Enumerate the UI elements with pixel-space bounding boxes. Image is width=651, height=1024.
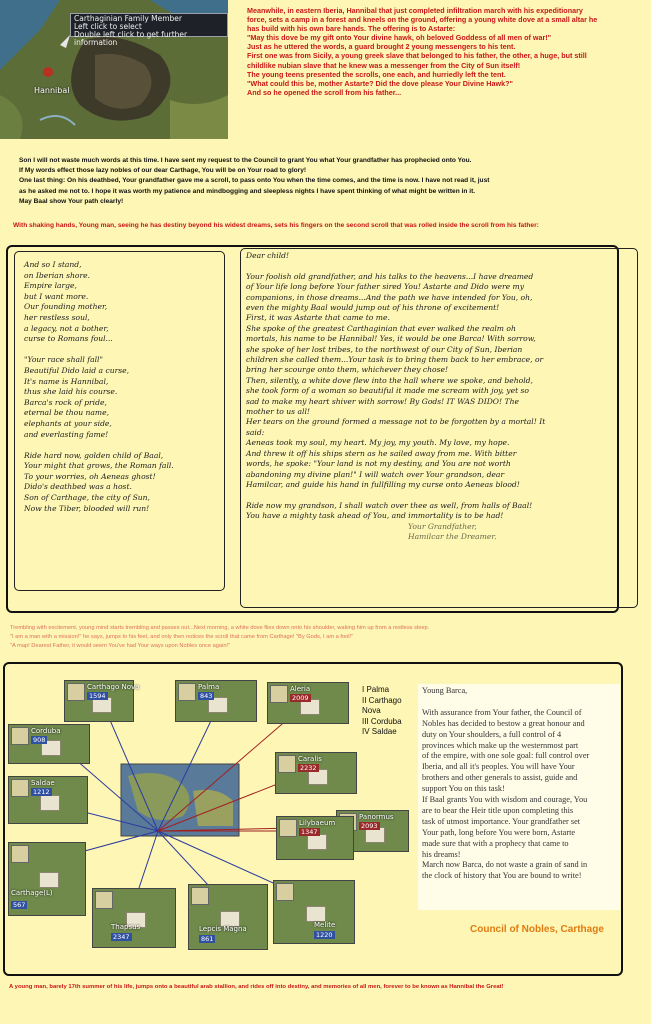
scroll-line: Her tears on the ground formed a message not to be forgotten by a mortal! It bbox=[246, 417, 546, 427]
poem-line: Your might that grows, the Roman fall. bbox=[24, 461, 174, 471]
faction-badge-icon bbox=[279, 819, 297, 837]
council-line: the clock of history that You are bound to write! bbox=[422, 871, 582, 881]
scroll-signature: Hamilcar the Dreamer. bbox=[408, 531, 497, 541]
faction-badge-icon bbox=[178, 683, 196, 701]
scroll-line: of Your life long before Your father sired You! Astarte and Dido were my bbox=[246, 282, 524, 292]
council-line: Your path, long before You were born, Astarte bbox=[422, 827, 576, 837]
province-name: Panormus bbox=[359, 813, 394, 821]
letter-line: as he asked me not to. I hope it was worth my patience and mindbogging and sleepless nights I have spent thinking of what might be written in it. bbox=[19, 187, 476, 195]
province-tile-carthago-nova[interactable] bbox=[64, 680, 140, 722]
aftermath-line: "A map! Dearest Father, it would seem You've had Your ways upon Nobles once again!" bbox=[10, 643, 231, 650]
council-line: Young Barca, bbox=[422, 686, 468, 695]
scroll-line bbox=[246, 261, 632, 271]
scroll-line: Aeneas took my soul, my heart. My joy, my youth. My love, my hope. bbox=[246, 438, 510, 448]
council-line: brothers and other generals to assist, guide and bbox=[422, 773, 578, 783]
city-icon bbox=[39, 872, 59, 888]
council-line: Iberia, and all it's peoples. You will have Your bbox=[422, 762, 575, 772]
province-name: Lepcis Magna bbox=[199, 925, 247, 933]
population-count: 2093 bbox=[361, 822, 378, 830]
council-signature: Council of Nobles, Carthage bbox=[470, 924, 604, 935]
scroll-line: even the mighty Baal would jump out of his throne of excitement! bbox=[246, 303, 500, 313]
population-count: 861 bbox=[201, 935, 214, 943]
poem-line: Barca's rock of pride, bbox=[24, 397, 107, 407]
poem-line: Son of Carthage, the city of Sun, bbox=[24, 493, 150, 503]
province-list bbox=[362, 685, 402, 738]
province-tile-palma[interactable] bbox=[175, 680, 257, 722]
province-name: Saldae bbox=[31, 779, 55, 787]
province-name: Carthago Nova bbox=[87, 683, 140, 691]
council-line: his dreams! bbox=[422, 849, 461, 859]
faction-badge-icon bbox=[11, 727, 29, 745]
province-tile-melite[interactable] bbox=[273, 880, 355, 944]
scroll-line: mother to us all! bbox=[246, 407, 310, 417]
intro-line: has build with his own bare hands. The offering is to Astarte: bbox=[247, 24, 456, 34]
council-line bbox=[422, 697, 616, 708]
province-name: Melite bbox=[314, 921, 336, 929]
scroll-line: said: bbox=[246, 427, 265, 437]
province-list-item: III Corduba bbox=[362, 716, 402, 726]
province-tile-aleria[interactable] bbox=[267, 682, 349, 724]
aftermath-text bbox=[10, 624, 640, 652]
tooltip-title: Carthaginian Family Member bbox=[74, 14, 182, 23]
province-list-item: II Carthago bbox=[362, 695, 402, 705]
final-line: A young man, barely 17th summer of his life, jumps onto a beautiful arab stallion, and rides off into destiny, and memories of all men, forever to be known as Hannibal the Great! bbox=[9, 984, 504, 990]
faction-badge-icon bbox=[270, 685, 288, 703]
aftermath-line: "I am a man with a mission!" he says, jumps to his feet, and only then notices the scroll that came from Carthage! "By Gods, I am a fool!" bbox=[10, 634, 354, 641]
scroll-line: Your foolish old grandfather, and his talks to the heavens...I have dreamed bbox=[246, 271, 534, 281]
poem-line: curse to Romans foul... bbox=[24, 334, 113, 344]
council-line: support You on this task! bbox=[422, 784, 505, 794]
council-line: March now Barca, do not waste a grain of sand in bbox=[422, 860, 588, 870]
population-count: 908 bbox=[33, 736, 46, 744]
grandfather-scroll bbox=[240, 248, 638, 608]
scroll-signature: Your Grandfather, bbox=[408, 521, 477, 531]
poem-line: Beautiful Dido laid a curse, bbox=[24, 365, 130, 375]
letter-line: One last thing: On his deathbed, Your grandfather gave me a scroll, to pass onto You when the time comes, and the time is now. I have not read it, just bbox=[19, 177, 490, 185]
faction-badge-icon bbox=[191, 887, 209, 905]
poem-line: Empire large, bbox=[24, 281, 77, 291]
poem-line bbox=[24, 345, 215, 356]
scroll-line: she took form of a woman so beautiful it made me scream with joy, yet so bbox=[246, 386, 530, 396]
population-count: 1212 bbox=[33, 788, 50, 796]
scroll-line: First, it was Astarte that came to me. bbox=[246, 313, 390, 323]
population-count: 567 bbox=[13, 901, 26, 909]
intro-line: "May this dove be my gift onto Your divine hawk, oh beloved Goddess of all men of war!" bbox=[247, 33, 552, 43]
province-name: Palma bbox=[198, 683, 220, 691]
faction-badge-icon bbox=[95, 891, 113, 909]
population-count: 2347 bbox=[113, 933, 130, 941]
scroll-line: Dear child! bbox=[246, 251, 290, 260]
letter-line: If My words effect those lazy nobles of our dear Carthage, You will be on Your road to glory! bbox=[19, 167, 307, 175]
council-line: are to bear the Heir title upon completing this bbox=[422, 805, 574, 815]
scroll-line: You have a mighty task ahead of You, and immortality is to be had! bbox=[246, 511, 504, 521]
intro-story bbox=[247, 6, 645, 97]
poem-line bbox=[24, 440, 215, 451]
scroll-line: she spoke of her lost tribes, to the northwest of our City of Sun, Iberian bbox=[246, 344, 523, 354]
scroll-line: abandoning my divine plan!" I will watch over Your grandson, dear bbox=[246, 469, 505, 479]
poem-line: "Your race shall fall" bbox=[24, 355, 103, 365]
province-tile-carthage[interactable] bbox=[8, 842, 86, 916]
tooltip bbox=[70, 13, 228, 47]
tooltip-line: Double left click to get further information bbox=[74, 30, 188, 47]
poem-line: Ride hard now, golden child of Baal, bbox=[24, 450, 164, 460]
province-name: Lilybaeum bbox=[299, 819, 336, 827]
province-name: Carthage(L) bbox=[11, 889, 53, 897]
poem-line: but I want more. bbox=[24, 291, 89, 301]
city-icon bbox=[40, 795, 60, 811]
intro-line: First one was from Sicily, a young greek slave that belonged to his father, the other, a huge, but still bbox=[247, 51, 587, 61]
province-tile-lepcis-magna[interactable] bbox=[188, 884, 268, 950]
intro-line: Meanwhile, in eastern Iberia, Hannibal that just completed infiltration march with his expeditionary bbox=[247, 6, 583, 15]
poem-line: elephants at your side, bbox=[24, 418, 112, 428]
council-line: of the empire, with one sole goal: full control over bbox=[422, 751, 590, 761]
poem-line: Our founding mother, bbox=[24, 302, 108, 312]
scroll-line: Hamilcar, and guide his hand in fullfilling my curse onto Aeneas blood! bbox=[246, 479, 520, 489]
scroll-line bbox=[246, 490, 632, 500]
province-tile-corduba[interactable] bbox=[8, 724, 90, 764]
province-name: Thapsus bbox=[111, 923, 141, 931]
council-line: With assurance from Your father, the Council of bbox=[422, 707, 582, 717]
council-line: If Baal grants You with wisdom and courage, You bbox=[422, 795, 588, 805]
intro-line: The young teens presented the scrolls, one each, and hurriedly left the tent. bbox=[247, 69, 506, 79]
poem-line: Dido's deathbed was a host. bbox=[24, 482, 132, 492]
province-list-item: I Palma bbox=[362, 685, 390, 694]
poem-line: It's name is Hannibal, bbox=[24, 376, 109, 386]
council-line: task of utmost importance. Your grandfather set bbox=[422, 816, 581, 826]
population-count: 1347 bbox=[301, 828, 318, 836]
poem-panel bbox=[14, 251, 225, 591]
faction-badge-icon bbox=[11, 779, 29, 797]
population-count: 2232 bbox=[300, 764, 317, 772]
city-icon bbox=[306, 906, 326, 922]
aftermath-line: Trembling with excitement, young mind starts trembling and passes out...Next morning, a white dove flies down onto his shoulder, waking him up from a restless sleep. bbox=[10, 625, 430, 631]
scroll-line: sad to make my heart shiver with sorrow! By Gods! IT WAS DIDO! The bbox=[246, 396, 519, 406]
scroll-line: mortals, his name to be Hannibal! Yes, it would be one Barca! With sorrow, bbox=[246, 334, 536, 344]
intro-line: And so he opened the scroll from his father... bbox=[247, 87, 402, 97]
faction-badge-icon bbox=[11, 845, 29, 863]
province-tile-caralis[interactable] bbox=[275, 752, 357, 794]
character-label[interactable]: Hannibal bbox=[34, 86, 70, 95]
intro-line: force, sets a camp in a forest and kneels on the ground, offering a young white dove at a small altar he bbox=[247, 15, 598, 25]
poem-line: on Iberian shore. bbox=[24, 270, 91, 280]
poem-line: Now the Tiber, blooded will run! bbox=[24, 503, 150, 513]
letter-line: May Baal show Your path clearly! bbox=[19, 197, 124, 205]
scroll-line: children she called them...Your task is to bring them back to her embrace, or bbox=[246, 355, 544, 365]
letter-line: Son I will not waste much words at this time. I have sent my request to the Council to grant You what Your grandfather has prophecied onto You. bbox=[19, 157, 472, 164]
scroll-line: Ride now my grandson, I shall watch over thee as well, from halls of Baal! bbox=[246, 500, 533, 510]
population-count: 1594 bbox=[89, 692, 106, 700]
province-tile-thapsus[interactable] bbox=[92, 888, 176, 948]
council-line: duty on Your shoulders, a full control of 4 bbox=[422, 729, 562, 739]
scroll-line: Then, silently, a white dove flew into the hall where we spoke, and behold, bbox=[246, 375, 533, 385]
province-list-item: IV Saldae bbox=[362, 727, 397, 736]
faction-badge-icon bbox=[276, 883, 294, 901]
province-name: Aleria bbox=[290, 685, 311, 693]
city-icon bbox=[307, 834, 327, 850]
poem-line: a legacy, not a bother, bbox=[24, 323, 109, 333]
intro-line: Just as he uttered the words, a guard brought 2 young messengers to his tent. bbox=[247, 42, 516, 52]
population-count: 2009 bbox=[292, 694, 309, 702]
game-screenshot bbox=[0, 0, 228, 139]
province-tile-lilybaeum[interactable] bbox=[276, 816, 354, 860]
council-line: Nobles has decided to bestow a great honour and bbox=[422, 718, 585, 728]
province-name: Caralis bbox=[298, 755, 322, 763]
province-tile-saldae[interactable] bbox=[8, 776, 88, 824]
province-list-item: Nova bbox=[362, 706, 381, 715]
scroll-line: And threw it off his ships stern as he sailed away from me. With bitter bbox=[246, 448, 517, 458]
poem-line: her restless soul, bbox=[24, 312, 90, 322]
intro-line: childlike nubian slave that he knew was a messenger from the City of Sun itself! bbox=[247, 60, 521, 70]
province-name: Corduba bbox=[31, 727, 61, 735]
poem-line: eternal be thou name, bbox=[24, 408, 110, 418]
father-letter bbox=[19, 156, 639, 207]
transition-text: With shaking hands, Young man, seeing he has destiny beyond his widest dreams, sets his fingers on the second scroll that was rolled inside the scroll from his father: bbox=[13, 222, 539, 229]
intro-line: "What could this be, mother Astarte? Did the dove please Your Divine Hawk?" bbox=[247, 78, 513, 88]
poem-line: To your worries, oh Aeneas ghost! bbox=[24, 471, 156, 481]
faction-badge-icon bbox=[67, 683, 85, 701]
population-count: 1220 bbox=[316, 931, 333, 939]
scroll-line: words, he spoke: "Your land is not my destiny, and You are not worth bbox=[246, 459, 511, 469]
council-line: provinces which make up the westernmost part bbox=[422, 740, 579, 750]
poem-line: and everlasting fame! bbox=[24, 429, 109, 439]
tooltip-line: Left click to select bbox=[74, 22, 142, 31]
scroll-line: bring her scourge onto them, whichever they chose! bbox=[246, 365, 449, 375]
population-count: 843 bbox=[200, 692, 213, 700]
poem-line: And so I stand, bbox=[24, 260, 82, 269]
scroll-line: companions, in those dreams...And the path we have intended for You, oh, bbox=[246, 292, 533, 302]
province-map bbox=[8, 676, 408, 976]
council-letter bbox=[418, 684, 620, 910]
council-line: made sure that with a prophecy that came to bbox=[422, 838, 569, 848]
faction-badge-icon bbox=[278, 755, 296, 773]
scroll-line: She spoke of the greatest Carthaginian that ever walked the realm oh bbox=[246, 323, 516, 333]
poem-line: thus she laid his course. bbox=[24, 387, 118, 397]
